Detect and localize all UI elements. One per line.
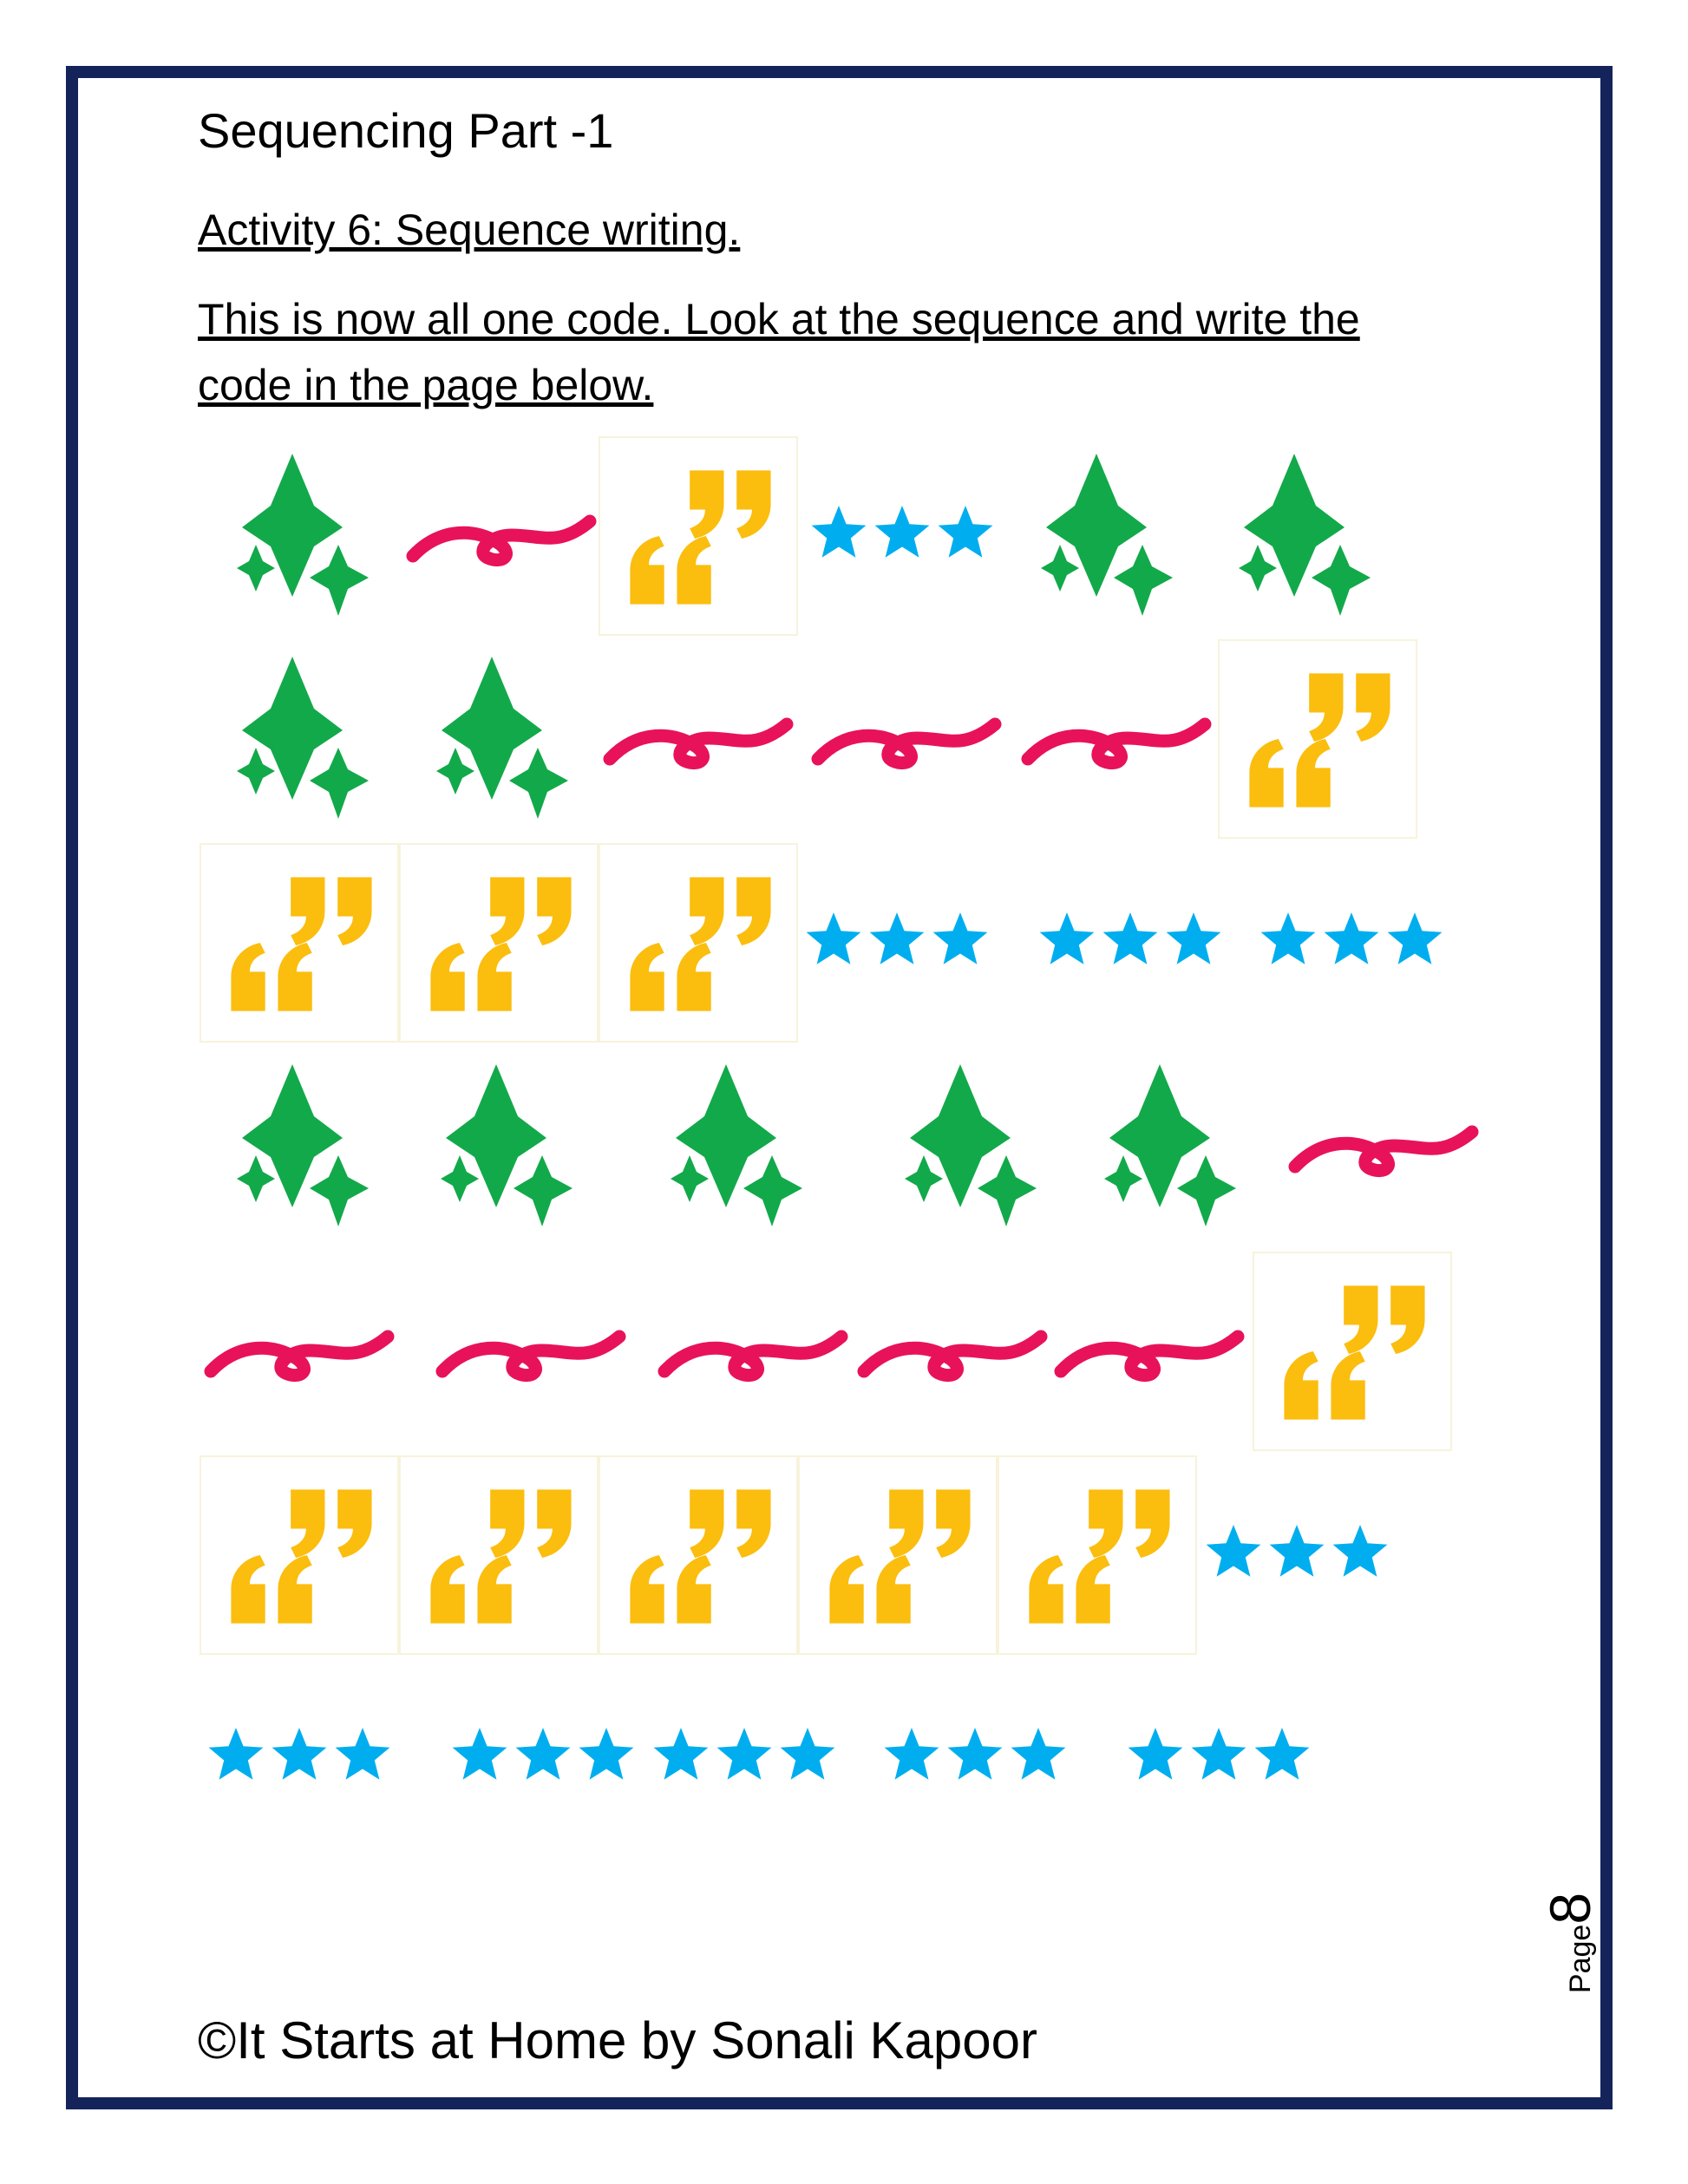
swirl-icon <box>1288 1108 1479 1186</box>
page-number-label: Page <box>1564 1924 1597 1994</box>
sparkle-icon <box>664 1060 811 1233</box>
sparkle-icon <box>429 652 577 826</box>
instruction-text: This is now all one code. Look at the sequence and write the code in the page below. <box>198 295 1360 409</box>
swirl-icon <box>435 1312 626 1390</box>
stars-icon <box>880 1723 1070 1793</box>
sparkle-icon <box>434 1060 581 1233</box>
sparkle-icon <box>230 449 377 623</box>
sparkle-icon <box>230 1060 377 1233</box>
quote-icon <box>399 843 599 1043</box>
stars-icon <box>801 908 992 978</box>
stars-icon <box>1123 1723 1314 1793</box>
stars-icon <box>807 501 998 571</box>
quote-icon <box>1253 1252 1452 1451</box>
stars-icon <box>1201 1520 1392 1590</box>
quote-icon <box>200 1455 399 1655</box>
sparkle-icon <box>1232 449 1379 623</box>
swirl-icon <box>1054 1312 1245 1390</box>
quote-icon <box>1218 639 1417 839</box>
swirl-icon <box>204 1312 395 1390</box>
page-number-value: 8 <box>1538 1892 1602 1925</box>
copyright-footer: ©It Starts at Home by Sonali Kapoor <box>198 2011 1037 2070</box>
sparkle-icon <box>1034 449 1181 623</box>
page-number <box>1537 1873 1606 2012</box>
sparkle-icon <box>230 652 377 826</box>
stars-icon <box>1256 908 1447 978</box>
quote-icon <box>998 1455 1197 1655</box>
swirl-icon <box>658 1312 848 1390</box>
quote-icon <box>599 843 798 1043</box>
quote-icon <box>798 1455 998 1655</box>
activity-heading: Activity 6: Sequence writing. <box>198 206 741 254</box>
swirl-icon <box>857 1312 1048 1390</box>
sparkle-icon <box>898 1060 1045 1233</box>
stars-icon <box>448 1723 638 1793</box>
swirl-icon <box>1021 700 1212 778</box>
sparkle-icon <box>1097 1060 1245 1233</box>
swirl-icon <box>603 700 794 778</box>
quote-icon <box>399 1455 599 1655</box>
quote-icon <box>200 843 399 1043</box>
page-title: Sequencing Part -1 <box>198 103 614 158</box>
stars-icon <box>204 1723 395 1793</box>
quote-icon <box>599 1455 798 1655</box>
stars-icon <box>1035 908 1226 978</box>
stars-icon <box>649 1723 840 1793</box>
quote-icon <box>599 436 798 636</box>
swirl-icon <box>406 497 597 575</box>
swirl-icon <box>811 700 1002 778</box>
